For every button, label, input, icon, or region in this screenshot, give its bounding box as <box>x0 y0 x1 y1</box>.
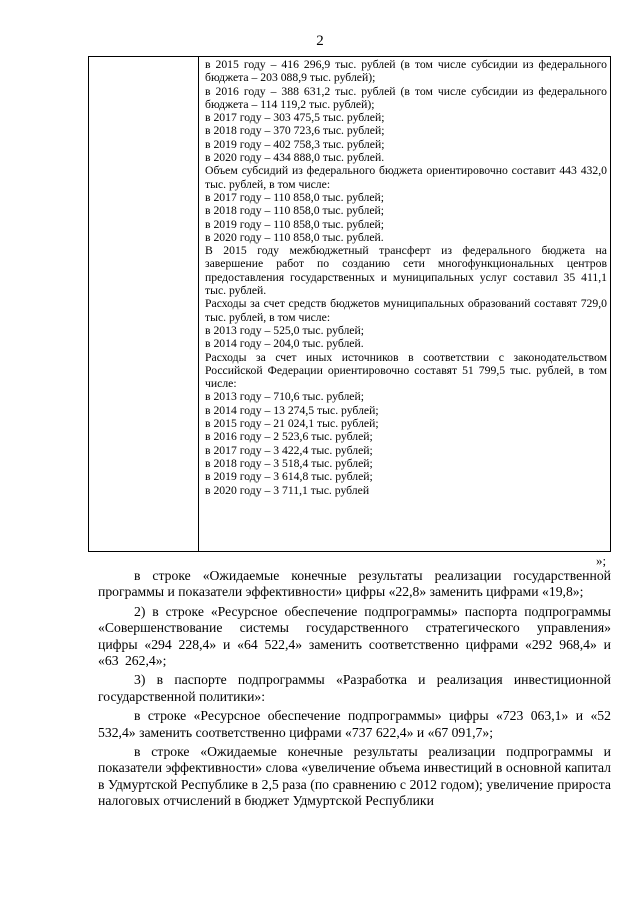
municipal-2014-line: в 2014 году – 204,0 тыс. рублей. <box>205 337 364 351</box>
federal-subsidies-paragraph: Объем субсидий из федерального бюджета ориентировочно составит 443 432,0 тыс. рублей, в том числе: <box>205 164 607 191</box>
funding-2018-line: в 2018 году – 370 723,6 тыс. рублей; <box>205 124 385 138</box>
other-sources-paragraph: Расходы за счет иных источников в соответствии с законодательством Российской Федерации ориентировочно составят 51 799,5 тыс. рублей, в том числе: <box>205 350 607 391</box>
body-text <box>98 568 611 810</box>
closing-quote: »; <box>596 553 607 568</box>
federal-2018-line: в 2018 году – 110 858,0 тыс. рублей; <box>205 204 385 218</box>
other-2013-line: в 2013 году – 710,6 тыс. рублей; <box>205 390 364 404</box>
municipal-2013-line: в 2013 году – 525,0 тыс. рублей; <box>205 323 364 337</box>
investment-results-paragraph: в строке «Ожидаемые конечные результаты реализации подпрограммы и показатели эффективности» слова «увеличение объема инвестиций в основной капитал в Удмуртской Республике в 2,5 раза (по сравнению с 2012 годом); увеличение прироста налоговых отчислений в бюджет Удмуртской Республики <box>98 744 611 809</box>
municipal-expenses-paragraph: Расходы за счет средств бюджетов муниципальных образований составят 729,0 тыс. рублей, в том числе: <box>205 297 607 324</box>
item-2-paragraph: 2) в строке «Ресурсное обеспечение подпрограммы» паспорта подпрограммы «Совершенствование системы государственного стратегического управления» цифры «294 228,4» и «64 522,4» заменить соответственно цифрами «292 968,4» и «63 262,4»; <box>98 603 611 669</box>
other-2020-line: в 2020 году – 3 711,1 тыс. рублей <box>205 483 370 497</box>
federal-2017-line: в 2017 году – 110 858,0 тыс. рублей; <box>205 190 385 204</box>
other-2017-line: в 2017 году – 3 422,4 тыс. рублей; <box>205 443 373 457</box>
other-2015-line: в 2015 году – 21 024,1 тыс. рублей; <box>205 417 379 431</box>
table-right-cell <box>205 58 607 497</box>
item-3-paragraph: 3) в паспорте подпрограммы «Разработка и реализация инвестиционной государственной политики»: <box>98 672 611 704</box>
other-2018-line: в 2018 году – 3 518,4 тыс. рублей; <box>205 456 373 470</box>
funding-2016-line: в 2016 году – 388 631,2 тыс. рублей (в том числе субсидии из федерального бюджета – 114 119,2 тыс. рублей); <box>205 84 607 111</box>
other-2014-line: в 2014 году – 13 274,5 тыс. рублей; <box>205 403 379 417</box>
funding-2019-line: в 2019 году – 402 758,3 тыс. рублей; <box>205 137 385 151</box>
federal-2019-line: в 2019 году – 110 858,0 тыс. рублей; <box>205 217 385 231</box>
table-left-cell <box>89 57 199 551</box>
funding-2020-line: в 2020 году – 434 888,0 тыс. рублей. <box>205 151 385 165</box>
page-number: 2 <box>316 33 324 49</box>
federal-2020-line: в 2020 году – 110 858,0 тыс. рублей. <box>205 230 384 244</box>
other-2016-line: в 2016 году – 2 523,6 тыс. рублей; <box>205 430 373 444</box>
transfer-2015-paragraph: В 2015 году межбюджетный трансферт из федерального бюджета на завершение работ по созданию сети многофункциональных центров предоставления государственных и муниципальных услуг составил 35 411,1 тыс. рублей. <box>205 244 607 298</box>
resource-table <box>88 56 611 552</box>
funding-2017-line: в 2017 году – 303 475,5 тыс. рублей; <box>205 111 385 125</box>
funding-2015-line: в 2015 году – 416 296,9 тыс. рублей (в том числе субсидии из федерального бюджета – 203 088,9 тыс. рублей); <box>205 58 607 85</box>
resource-line-paragraph: в строке «Ресурсное обеспечение подпрограммы» цифры «723 063,1» и «52 532,4» заменить соответственно цифрами «737 622,4» и «67 091,7»; <box>98 708 611 740</box>
expected-results-paragraph: в строке «Ожидаемые конечные результаты реализации государственной программы и показатели эффективности» цифры «22,8» заменить цифрами «19,8»; <box>98 568 611 600</box>
other-2019-line: в 2019 году – 3 614,8 тыс. рублей; <box>205 470 373 484</box>
